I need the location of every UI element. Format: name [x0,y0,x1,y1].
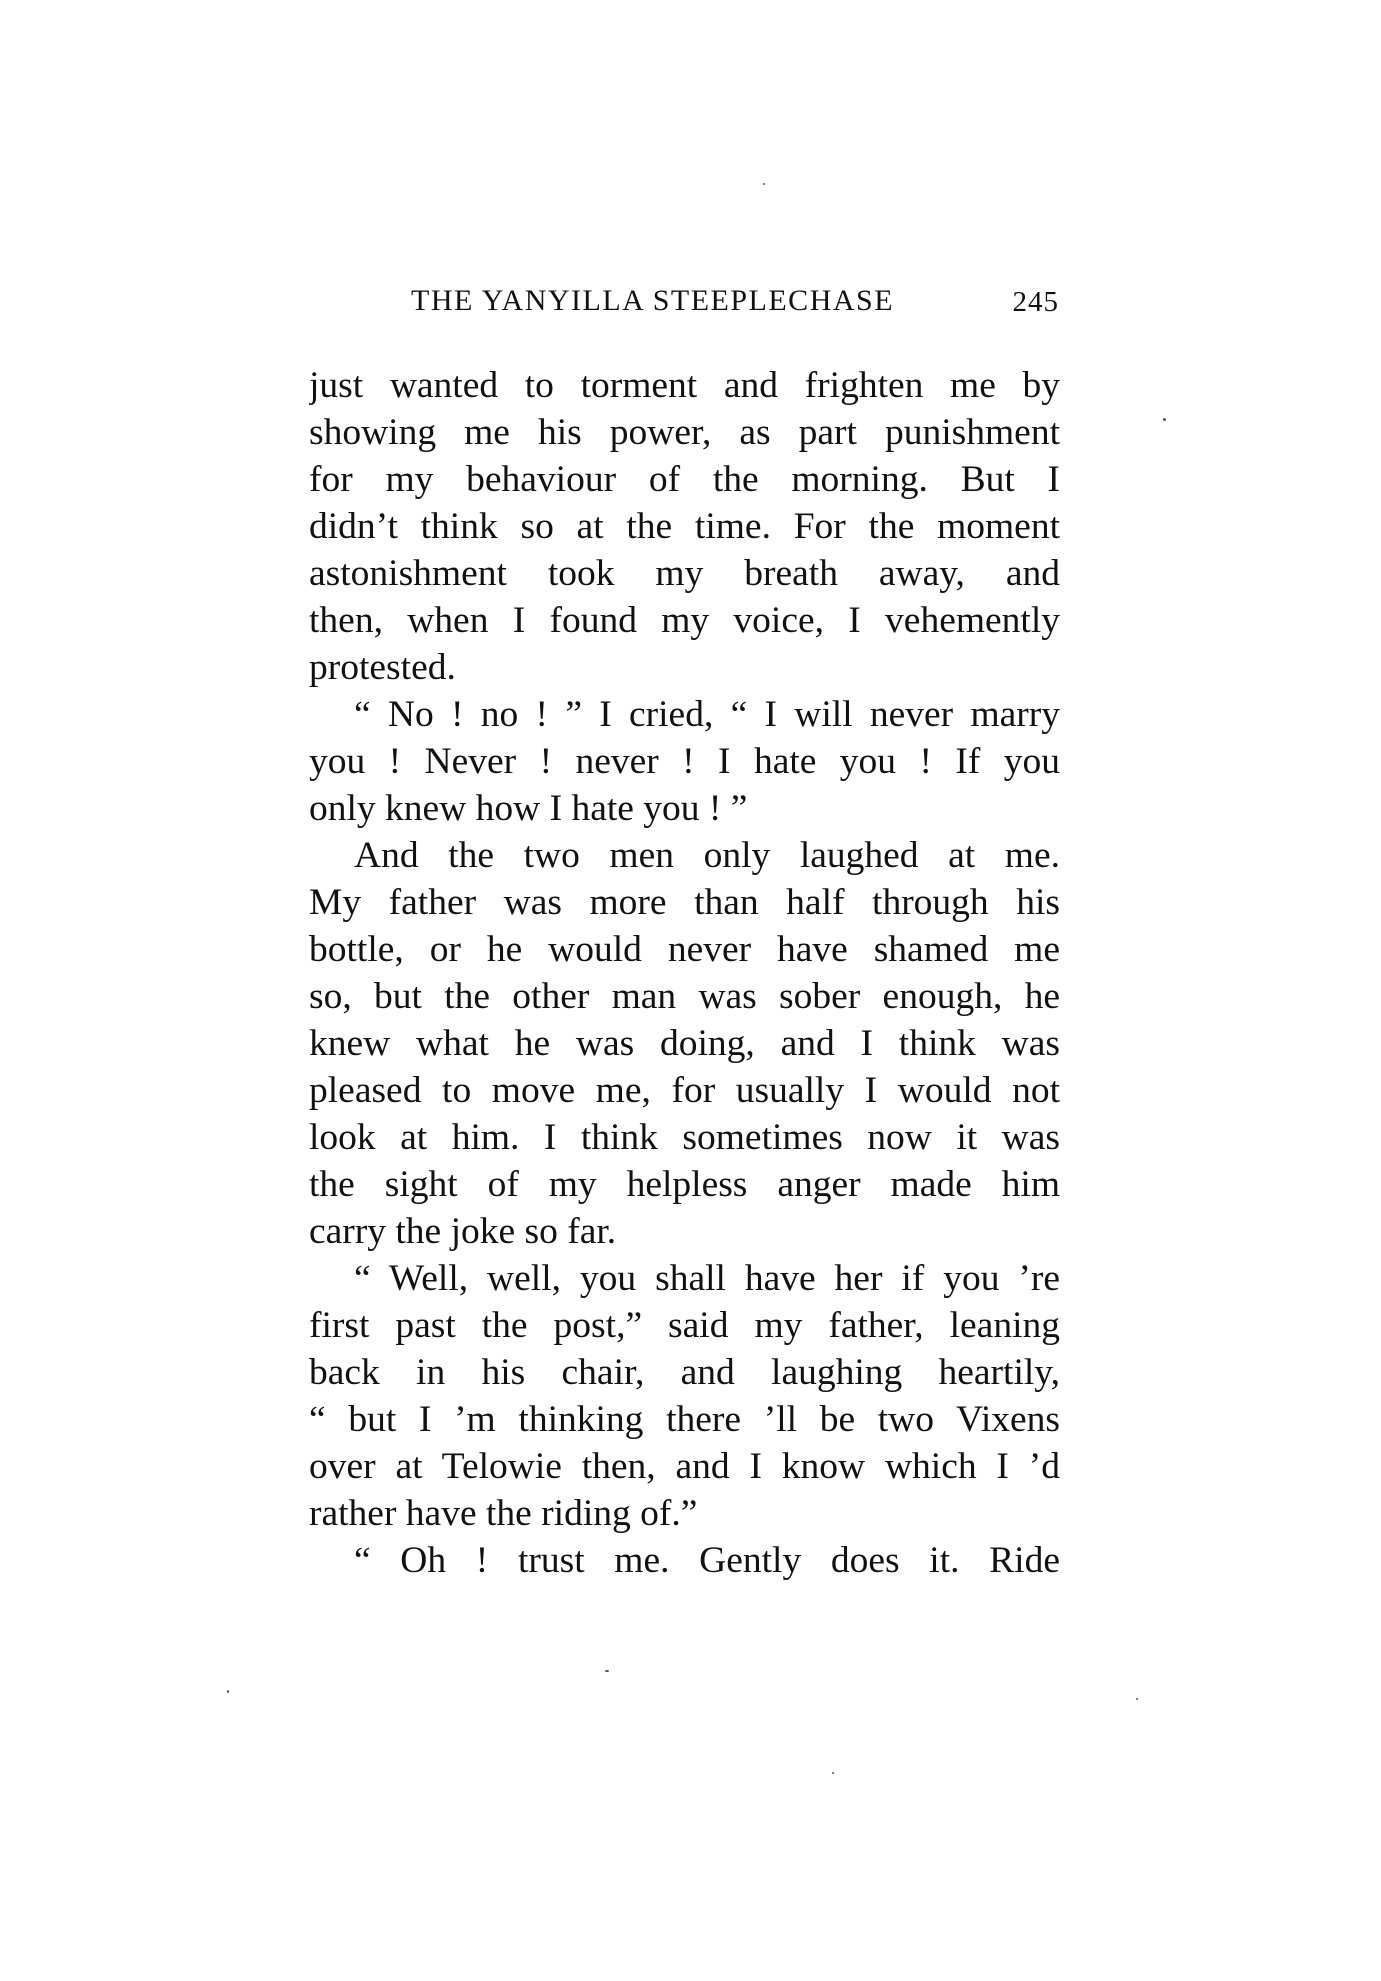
text-line: “ No ! no ! ” I cried, “ I will never marry [354,694,1060,735]
text-line: And the two men only laughed at me. [354,835,1060,876]
text-line: then, when I found my voice, I vehemently [309,600,1060,641]
text-line: showing me his power, as part punishment [309,412,1060,453]
text-line: for my behaviour of the morning. But I [309,459,1060,500]
text-line: didn’t think so at the time. For the moment [309,506,1060,547]
text-line: back in his chair, and laughing heartily, [309,1352,1060,1393]
paper-speck [832,1772,834,1774]
text-line: first past the post,” said my father, leaning [309,1305,1060,1346]
paper-speck [763,183,765,185]
text-line: only knew how I hate you ! ” [309,788,748,829]
text-line: “ but I ’m thinking there ’ll be two Vixens [309,1399,1060,1440]
text-line: “ Well, well, you shall have her if you ’re [354,1258,1060,1299]
body-text [309,362,1060,1584]
paper-speck [1136,1698,1138,1700]
text-line: bottle, or he would never have shamed me [309,929,1060,970]
text-line: over at Telowie then, and I know which I ’d [309,1446,1060,1487]
paper-speck [605,1670,609,1672]
text-line: so, but the other man was sober enough, he [309,976,1060,1017]
running-title: THE YANYILLA STEEPLECHASE [411,284,895,317]
running-head [411,284,1059,328]
text-line: My father was more than half through his [309,882,1060,923]
text-line: protested. [309,647,456,688]
paper-speck [1163,418,1166,421]
text-line: carry the joke so far. [309,1211,617,1252]
text-line: just wanted to torment and frighten me by [309,365,1060,406]
text-line: rather have the riding of.” [309,1493,698,1534]
text-line: pleased to move me, for usually I would not [309,1070,1060,1111]
paper-speck [227,1690,229,1693]
text-line: look at him. I think sometimes now it was [309,1117,1060,1158]
text-line: you ! Never ! never ! I hate you ! If you [309,741,1060,782]
page-number: 245 [1012,286,1059,318]
text-line: astonishment took my breath away, and [309,553,1060,594]
text-line: knew what he was doing, and I think was [309,1023,1060,1064]
text-line: the sight of my helpless anger made him [309,1164,1060,1205]
text-line: “ Oh ! trust me. Gently does it. Ride [354,1540,1060,1581]
